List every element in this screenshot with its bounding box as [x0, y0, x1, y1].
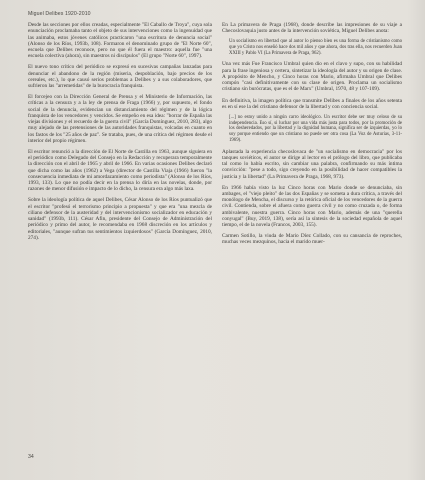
- paragraph: Una vez más Fue Francisco Umbral quien dio en el clavo y supo, con su habilidad para la frase ingeniosa y certera, sintetizar la ideología del autor y su origen de clase. A propósito de Mencho, y Cinco horas con Mario, afirmaba Umbral que Delibes compón "casi definitivamente con su clase de origen. Proclama un socialismo cristiano sin burócratas, que es el de Marx" (Umbral, 1970, 48 y 107-109).: [222, 61, 402, 93]
- paragraph: El nuevo tono crítico del periódico se expresó en sucesivas campañas lanzadas para denunciar el abandono de la región (miseria, despoblación, bajo precios de los cereales, etc.), lo que causó serios problemas a Delibes y a sus colaboradores, que sufrieron las "arremetidas" de la burocracia franquista.: [28, 64, 212, 90]
- running-head: Miguel Delibes 1920-2010: [28, 11, 91, 17]
- page-number: 34: [28, 454, 34, 460]
- paragraph: En 1966 había visto la luz Cinco horas con Mario donde se denunciaba, sin ambages, el "viejo pleito" de las dos Españas y se someta a dura crítica, a través del monólogo de Mencha, el discurso y la retórica oficial de los vencedores de la guerra civil. Contienda, sobre el afuera como guerra civil y no como cruzada o, de forma ambivalente, nuestra guerra. Cinco horas con Mario, además de una "querella conyugal" (Buy, 2019, 138), sería así la síntesis de la sociedad española de aquel tiempo, el de la novela (Francos, 2003, 155).: [222, 184, 402, 229]
- block-quote: Un socialismo en libertad que al autor lo pienso bien es una forma de cristianismo como que yo Cristo nos enseñó hace dos mil años y que ahora, dos tras ella, nos recuerden Juan XXIII y Pablo VI (La Primavera de Praga, 962).: [229, 39, 402, 56]
- paragraph: Desde las secciones por ellos creadas, especialmente "El Caballo de Troya", cuya sola enunciación proclamaba tanto el objeto de sus intervenciones como la ingenuidad que las animaba, estos jóvenes católicos practicaron "una escritura de denuncia social" (Alonso de los Ríos, 1993b, 108). Formaron el denominado grupo de "El Norte 60", escuela que Delibes reconoce, pero no que él fuera el maestro: aquella fue "una escuela colectiva (ahora), sin maestros ni discípulos" (El grupo "Norte 60", 1997).: [28, 22, 212, 60]
- gutter-shadow: [407, 0, 425, 480]
- left-column: [28, 22, 212, 246]
- paragraph: Aplastada la experiencia checoslovaca de "un socialismo en democracia" por los tanques soviéticos, el autor se dirige al lector en el prólogo del libro, que publicaba tal como lo había escrito, sin cambiar una palabra, confirmando su más íntima convicción: "pese a todo, sigo creyendo en la posibilidad de hacer compatibles la justicia y la libertad" (La Primavera de Praga, 1968, 973).: [222, 148, 402, 180]
- block-quote: [...] no estoy unido a ningún carro ideológico. Un escritor debe ser muy celoso de su independencia. Eso sí, si luchar por una vida más justa para todos, por la promoción de los desheredados, por la libertad y la dignidad humana, significa ser de izquierdas, yo lo soy porque entiendo que un cristiano no puede ser otra cosa (La Voz de Asturias, 3-11-1969).: [229, 114, 402, 144]
- paragraph: En definitiva, la imagen política que transmite Delibes a finales de los años setenta es en sí ese la del cristiano defensor de la libertad y con conciencia social.: [222, 97, 402, 110]
- paragraph: Carmen Sotillo, la viuda de Mario Díez Collado, con su cansancia de reproches, muchas veces mezquinos, hacia el marido muer-: [222, 233, 402, 246]
- right-column: [222, 22, 402, 251]
- paragraph: El forcejeo con la Dirección General de Prensa y el Ministerio de Información, las críticas a la censura y a la ley de prensa de Fraga (1966) y, por supuesto, el fondo social de la denuncia, evidencian un distanciamiento del régimen y de la lógica franquista de los vencedores y vencidos. Se empeño en esa idea: "borrar de España las viejas divisiones y el recuerdo de la guerra civil" (García Domínguez, 2010, 283), algo muy alejado de las pretensiones de las autoridades franquistas, volcadas en cuanto en los fastos de los "25 años de paz". Se trataba, pues, de una crítica del régimen desde el interior del propio régimen.: [28, 94, 212, 144]
- paragraph: El escritor renunció a la dirección de El Norte de Castilla en 1963, aunque siguiera en el periódico como Delegado del Consejo en la Redacción y recuperara temporalmente la dirección con el abril de 1965 y abril de 1966. En varias ocasiones Delibes declaró que dicha como las años (1962) a Vega (director de Castilla Viaja (1966) fueron "la consecuencia inmediata de mi amordazamiento como periodista" (Alonso de los Ríos, 1993, 133). Lo que no podía decir en la prensa lo diría en las novelas, donde, por razones de menor difusión e impacto de lo dicho, la censura era algo más laxa.: [28, 148, 212, 193]
- paragraph: Sobre la ideología política de aquel Delibes, César Alonso de los Ríos puntualizó que el escritor "profesó el terrorismo principio a propuesta" y que era "una mezcla de ciliano defensor de la austeridad y del intervencionismo socializador en educación y sanidad" (1993b, 111). César Afin, presidente del Consejo de Administración del periódico y primo del autor, le recomendaba en 1968 discreción en los artículos y editoriales, "aunque sufran tus sentimientos izquierdosos" (García Domínguez, 2010, 274).: [28, 197, 212, 241]
- paragraph: En La primavera de Praga (1968), donde describe las impresiones de su viaje a Checoslovaquia justo antes de la intervención soviética, Miguel Delibes anota:: [222, 22, 402, 35]
